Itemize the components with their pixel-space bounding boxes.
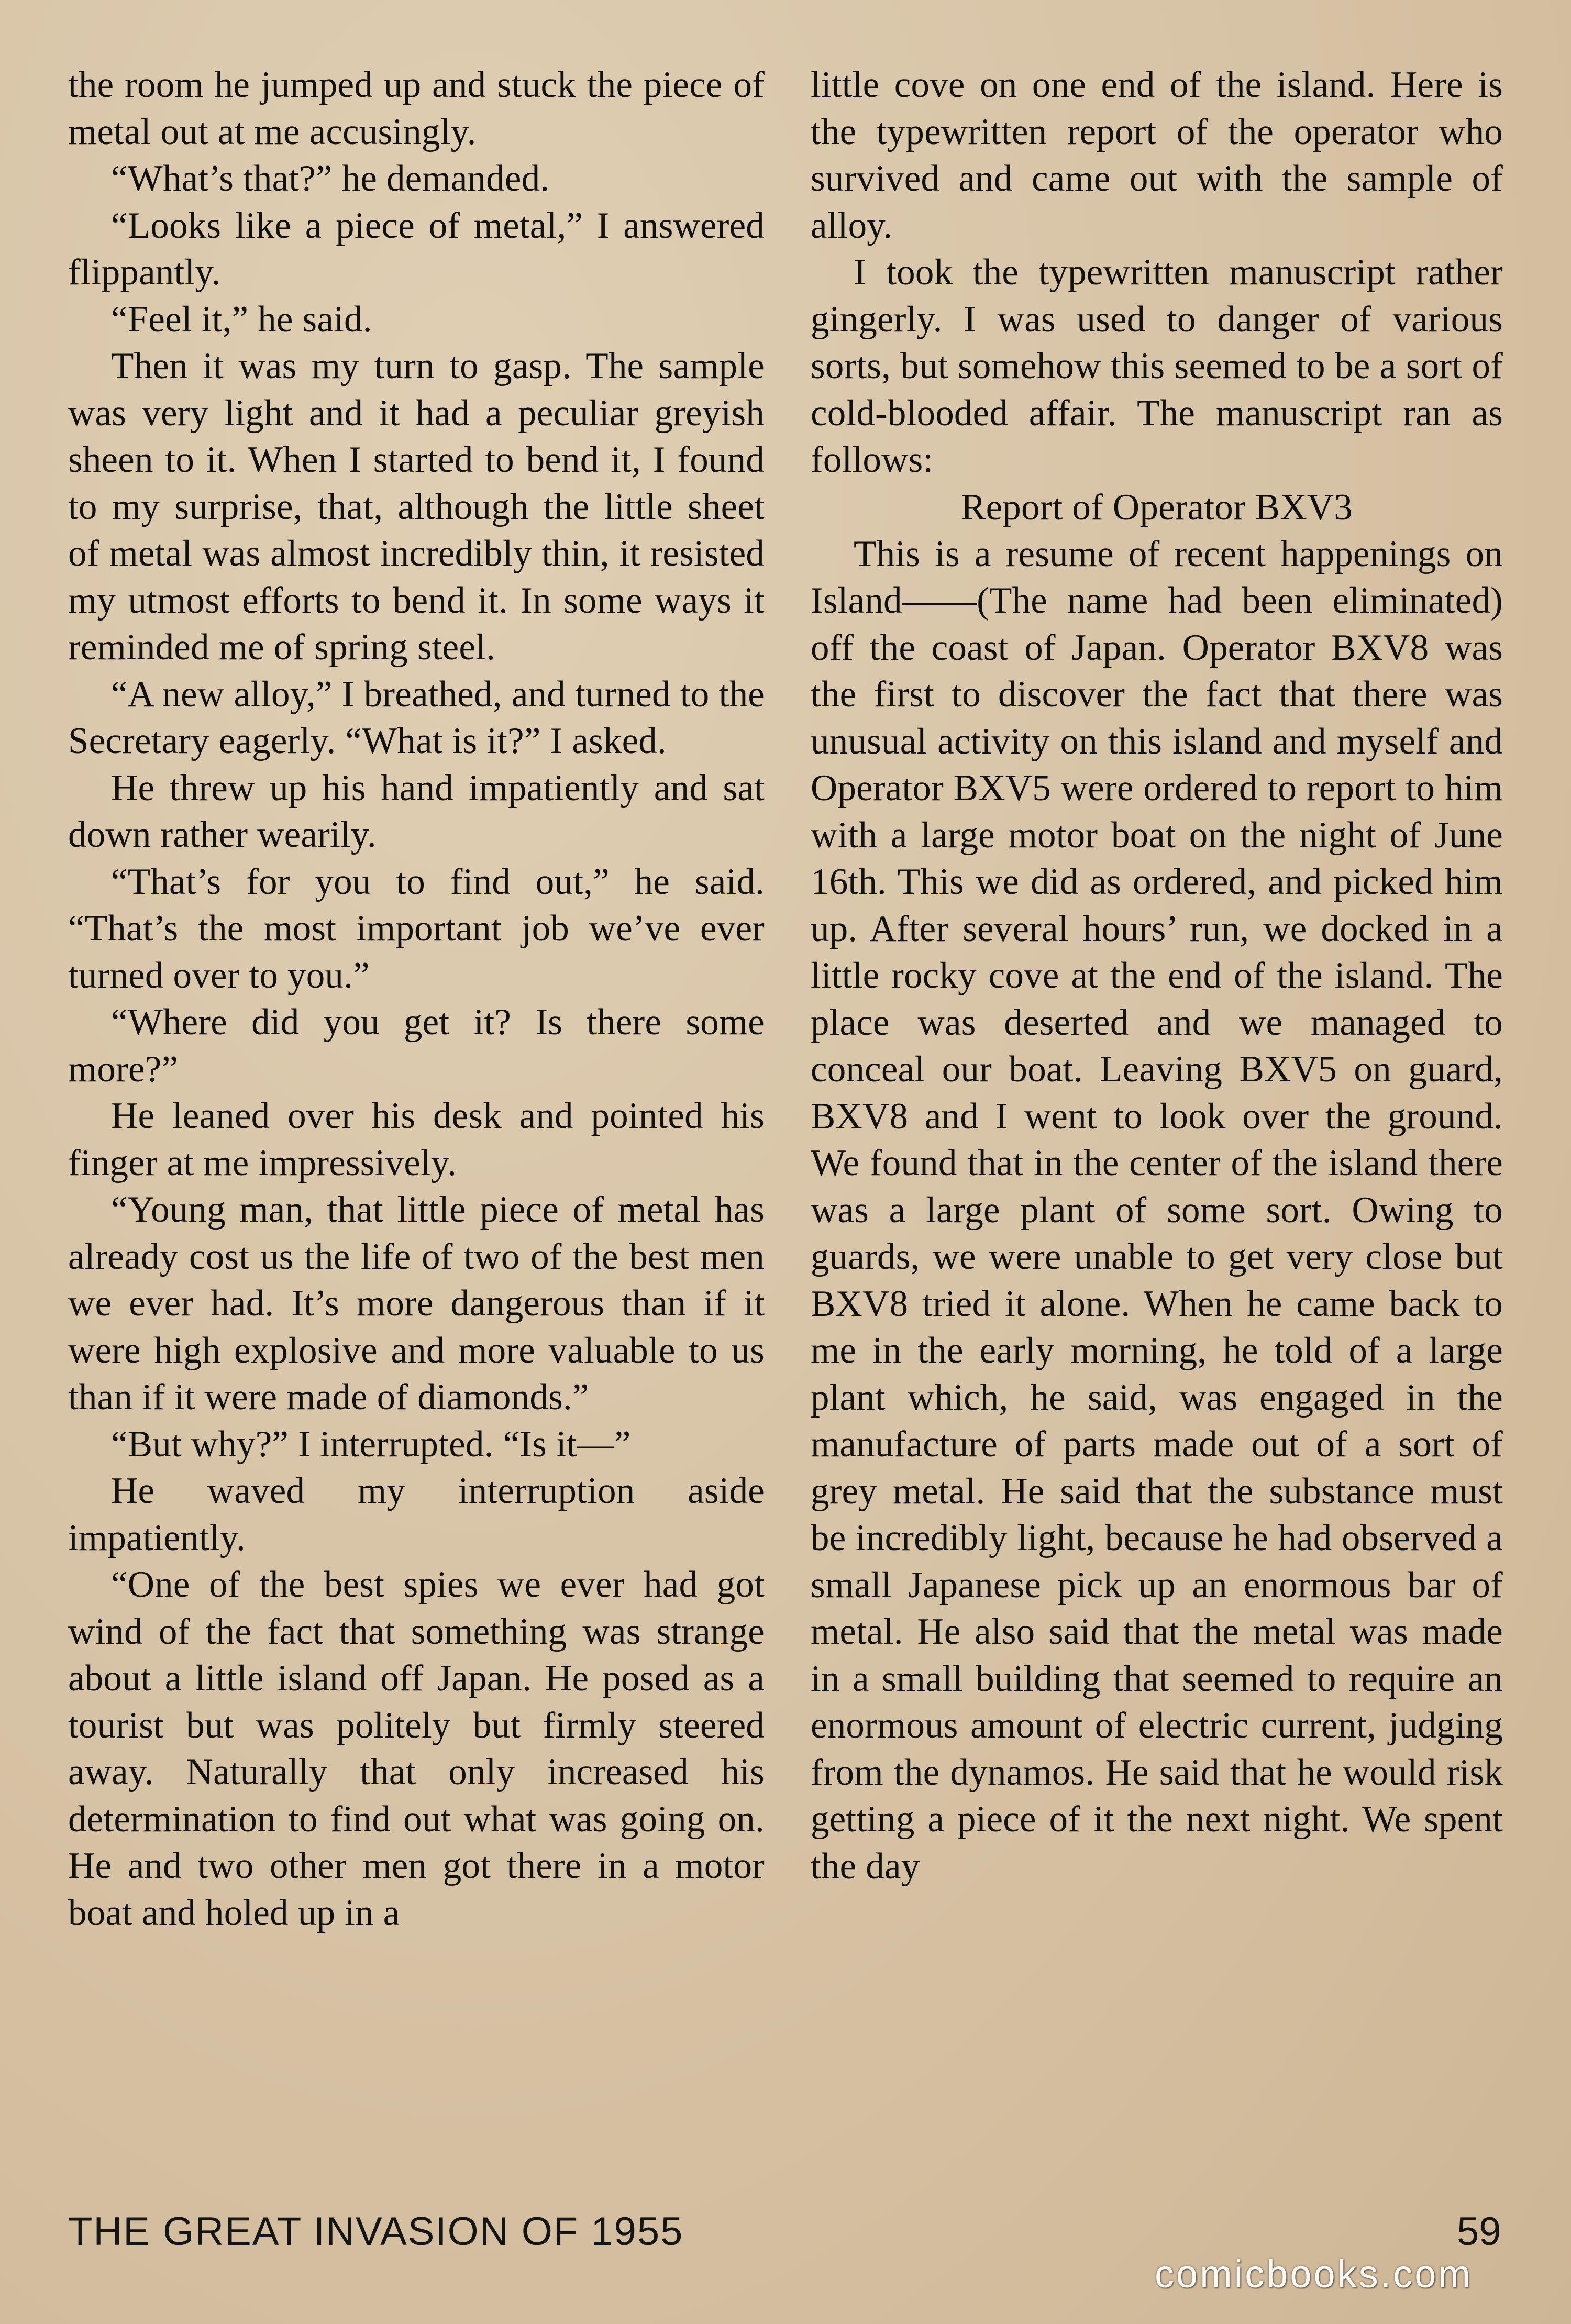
watermark: comicbooks.com (1155, 2252, 1473, 2296)
paragraph: I took the typewritten manuscript rather gingerly. I was used to danger of various sorts, but somehow this seemed to be a sort of cold-blooded affair. The manuscript ran as follows: (811, 252, 1503, 480)
paragraph: This is a resume of recent happenings on Island——(The name had been eliminated) off the coast of Japan. Operator BXV8 was the first to discover the fact that there was unusual activity on this island and myself and Operator BXV5 were ordered to report to him with a large motor boat on the night of June 16th. This we did as ordered, and picked him up. After several hours’ run, we docked in a little rocky cove at the end of the island. The place was deserted and we managed to conceal our boat. Leaving BXV5 on guard, BXV8 and I went to look over the ground. We found that in the center of the island there was a large plant of some sort. Owing to guards, we were unable to get very close but BXV8 tried it alone. When he came back to me in the early morning, he told of a large plant which, he said, was engaged in the manufacture of parts made out of a sort of grey metal. He said that the substance must be incredibly light, because he had observed a small Japanese pick up an enormous bar of metal. He also said that the metal was made in a small building that seemed to require an enormous amount of electric current, judging from the dynamos. He said that he would risk getting a piece of it the next night. We spent the day (811, 533, 1503, 1887)
paragraph: “Young man, that little piece of metal has already cost us the life of two of the best men we ever had. It’s more dangerous than if it were high explosive and more valuable to us than if it were made of diamonds.” (68, 1189, 765, 1418)
running-footer-title: THE GREAT INVASION OF 1955 (68, 2209, 684, 2254)
page-number: 59 (1457, 2209, 1501, 2254)
paragraph: “One of the best spies we ever had got wind of the fact that something was strange about a little island off Japan. He posed as a tourist but was politely but firmly steered away. Naturally that only increased his determination to find out what was going on. He and two other men got there in a motor boat and holed up in a (68, 1564, 765, 1933)
paragraph: “Where did you get it? Is there some more?” (68, 1002, 765, 1090)
paragraph: He threw up his hand impatiently and sat down rather wearily. (68, 767, 765, 855)
right-column (811, 62, 1503, 1890)
paragraph: He leaned over his desk and pointed his finger at me impressively. (68, 1095, 765, 1183)
left-column (68, 62, 765, 1936)
report-heading: Report of Operator BXV3 (961, 486, 1353, 528)
paragraph: “What’s that?” he demanded. (111, 158, 550, 199)
paragraph: “A new alloy,” I breathed, and turned to the Secretary eagerly. “What is it?” I asked. (68, 673, 765, 761)
paragraph: “Feel it,” he said. (111, 298, 372, 340)
paragraph: the room he jumped up and stuck the piece of metal out at me accusingly. (68, 64, 765, 152)
paragraph: Then it was my turn to gasp. The sample was very light and it had a peculiar greyish sheen to it. When I started to bend it, I found to my surprise, that, although the little sheet of metal was almost incredibly thin, it resisted my utmost efforts to bend it. In some ways it reminded me of spring steel. (68, 346, 765, 668)
paragraph: “That’s for you to find out,” he said. “That’s the most important job we’ve ever turned over to you.” (68, 861, 765, 996)
paragraph: “But why?” I interrupted. “Is it—” (111, 1423, 631, 1465)
paragraph: He waved my interruption aside impatiently. (68, 1470, 765, 1558)
paragraph: little cove on one end of the island. Here is the typewritten report of the operator who survived and came out with the sample of alloy. (811, 64, 1503, 246)
paragraph: “Looks like a piece of metal,” I answered flippantly. (68, 205, 765, 293)
